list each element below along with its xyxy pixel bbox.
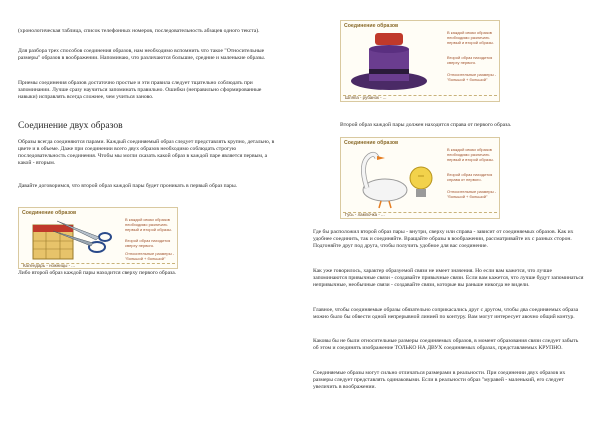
card-note-sizes: Относительные размеры - "большой + большой" (125, 251, 175, 261)
hat-plane-icon (345, 29, 443, 95)
card-caption: Гусь - лампочка - ... (345, 212, 385, 217)
card-note-sizes: Относительные размеры - "большой + большой" (447, 189, 497, 199)
paragraph-pairs: Образы всегда соединяются парами. Каждый соединяемый образ следует представлять крупно, детально, в цвете и в объеме. Даже при соединении всего двух образов необходимо соблюдать строгую последовательность соединения. Чтобы мы могли сказать какой образ в каждой паре является первым, а какой - вторым. (18, 139, 275, 166)
section-heading: Соединение двух образов (18, 120, 123, 131)
card-title: Соединение образов (22, 210, 77, 216)
caption-on-top: Либо второй образ каждой пары находится сверху первого образа. (18, 270, 177, 276)
illustration-card-calendar (18, 207, 178, 269)
paragraph-contact: Главное, чтобы соединяемые образы обязательно соприкасались друг с другом, чтобы два соединяемых образа можно было бы обвести одной непрерывной линией по контуру. Вам могут интересует авочно общий контур. (313, 307, 579, 320)
card-note-second: Второй образ находится справа от первого. (447, 172, 493, 182)
paragraph-rules: Приемы соединения образов достаточно простые и эти правила следует тщательно соблюдать при запоминании. Лучше сразу научиться запоминать правильно. Ошибки (неправильно сформированные навыки) исправлять всегда сложнее, чем учиться заново. (18, 80, 262, 100)
card-note-first: В каждой связи образов необходимо различать первый и второй образы. (447, 147, 494, 162)
card-title: Соединение образов (344, 23, 399, 29)
card-caption: Шляпа - рубанок - ... (345, 95, 387, 100)
caption-right-of: Второй образ каждой пары должен находится справа от первого образа. (340, 122, 512, 128)
paragraph-connection-type: Как уже говорилось, характер образуемой связи не имеет значения. Но если вам кажется, что лучше запоминаются привычные связи - создавайте привычные связи. Если вам кажется, что лучше будут запоминаться непривычные, необычные связи - создавайте связи, которые вы раньше никогда не видели. (313, 268, 584, 288)
paragraph-intro-tail: (хронологическая таблица, список телефонных номеров, последовательность абзацев одного текста). (18, 28, 260, 34)
card-note-first: В каждой связи образов необходимо различать первый и второй образы. (125, 217, 172, 232)
paragraph-placement: Где бы расположил второй образ пары - внутри, сверху или справа - зависит от соединяемых образов. Как их удобнее соединить, так и соединяйте. Вращайте образы в воображении, рассматривайте их с разных сторон. Подгоняйте друг под друга, чтобы получить удобное для вас соединение. (313, 229, 574, 249)
paragraph-large: Каковы бы не были относительные размеры соединяемых образов, в момент образования связи следует забыть об этом и соединять изображение ТОЛЬКО НА ДВУХ соединяемых образах, представляемых КРУПНО. (313, 338, 579, 351)
paragraph-agreement: Давайте договоримся, что второй образ каждой пары будет проникать в первый образ пары. (18, 183, 238, 189)
card-caption: Календарь - ножницы - ... (23, 263, 75, 268)
paragraph-relative-sizes: Для разбора трех способов соединения образов, нам необходимо вспомнить что такое "Относительные размеры" образов в воображении. Напоминаю, что различаются большие, средние и маленькие образы. (18, 48, 266, 61)
calendar-scissors-icon (23, 217, 121, 263)
card-note-sizes: Относительные размеры - "большой + большой" (447, 72, 497, 82)
illustration-card-hat (340, 20, 500, 102)
card-note-second: Второй образ находится сверху первого. (447, 55, 493, 65)
card-note-first: В каждой связи образов необходимо различать первый и второй образы. (447, 30, 494, 45)
illustration-card-goose (340, 137, 500, 219)
goose-lamp-icon (345, 146, 443, 212)
paragraph-equal-sizes: Соединяемые образы могут сильно отличаться размерами в реальности. При соединении двух образов их размеры следует представлять одинаковыми. Если в реальности образ "муравей - маленький, его следует увеличить в воображении. (313, 370, 566, 390)
card-note-second: Второй образ находится сверху первого. (125, 238, 171, 248)
card-title: Соединение образов (344, 140, 399, 146)
